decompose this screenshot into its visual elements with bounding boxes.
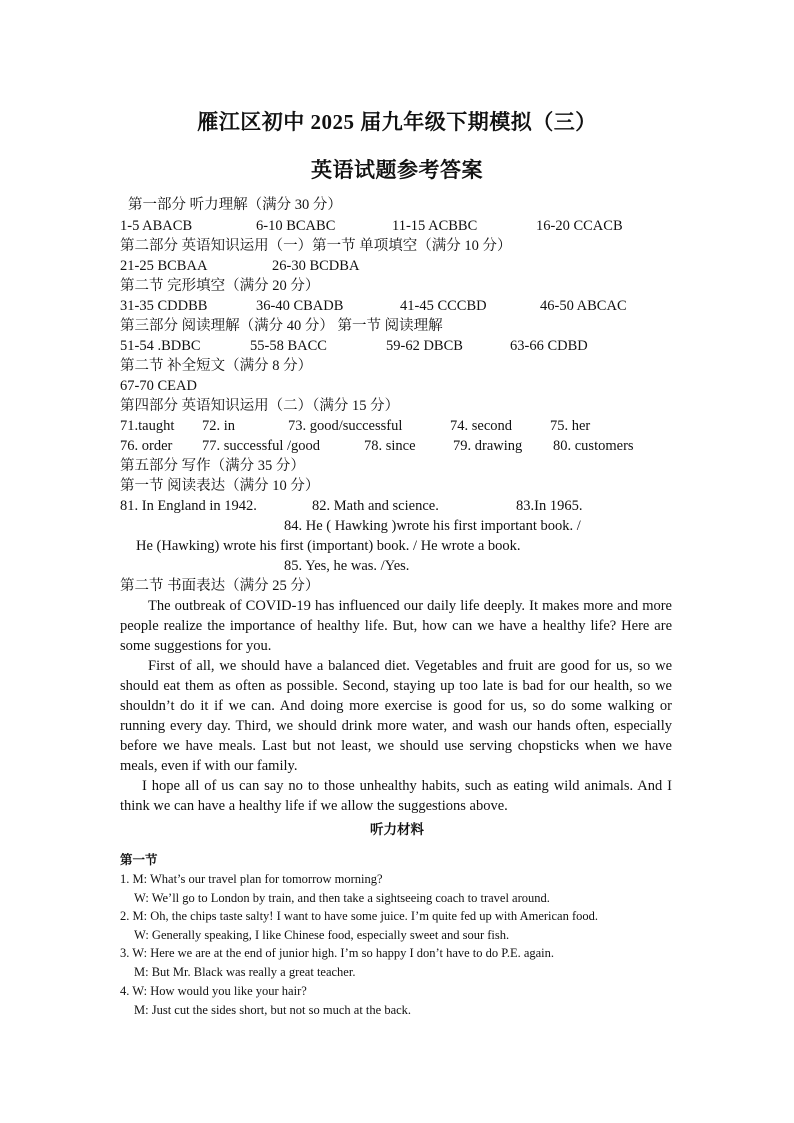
listening-line: M: Just cut the sides short, but not so much at the back. [134,1003,412,1017]
part3-answers [120,336,588,356]
answer-item: 82. Math and science. [312,498,439,514]
essay-text: I hope all of us can say no to those unhealthy habits, such as eating wild animals. And I think we can have a healthy life if we allow the suggestions above. [120,778,672,814]
listening-line: 4. W: How would you like your hair? [120,984,307,998]
part3-section2-answer: 67-70 CEAD [120,378,197,394]
essay-paragraph-1 [120,596,672,656]
answer-item: 77. successful /good [202,438,320,454]
reading-answers-81-83 [120,496,582,516]
listening-line: W: Generally speaking, I like Chinese food, especially sweet and sour fish. [134,928,510,942]
document-subtitle: 英语试题参考答案 [311,158,483,182]
part5-section2-heading: 第二节 书面表达（满分 25 分） [120,578,320,594]
answer-group: 46-50 ABCAC [540,298,627,314]
answer-item: 79. drawing [453,438,523,454]
essay-paragraph-3 [120,776,672,816]
answer-item: 83.In 1965. [516,498,583,514]
answer-group: 31-35 CDDBB [120,298,208,314]
part3-section2-heading: 第二节 补全短文（满分 8 分） [120,358,313,374]
part1-heading: 第一部分 听力理解（满分 30 分） [128,197,342,213]
part5-section1-heading: 第一节 阅读表达（满分 10 分） [120,478,320,494]
answer-group: 26-30 BCDBA [272,258,360,274]
answer-item: 73. good/successful [288,418,403,434]
answer-group: 63-66 CDBD [510,338,588,354]
part4-row1 [120,416,590,436]
part2-answers [120,256,359,276]
answer-group: 41-45 CCCBD [400,298,487,314]
listening-line: W: We’ll go to London by train, and then take a sightseeing coach to travel around. [134,891,550,905]
part2-section2-heading: 第二节 完形填空（满分 20 分） [120,278,320,294]
part2-section2-answers [120,296,627,316]
answer-group: 6-10 BCABC [256,218,336,234]
answer-item: 72. in [202,418,236,434]
answer-84-line1: 84. He ( Hawking )wrote his first important book. / [284,518,581,534]
answer-item: 76. order [120,438,173,454]
part4-row2 [120,436,634,456]
listening-line: 1. M: What’s our travel plan for tomorrow morning? [120,872,383,886]
essay-text: First of all, we should have a balanced diet. Vegetables and fruit are good for us, so we should eat them as often as possible. Second, staying up too late is bad for our health, so we shouldn’t do it if we can. And doing more exercise is good for us, so do some walking or running every day. Third, we should drink more water, and wash our hands often, especially before we have meals. Last but not least, we should use serving chopsticks when we have meals, even if with our family. [120,658,672,774]
answer-group: 55-58 BACC [250,338,327,354]
part3-heading: 第三部分 阅读理解（满分 40 分） 第一节 阅读理解 [120,318,443,334]
essay-paragraph-2 [120,656,672,776]
answer-item: 71.taught [120,418,175,434]
listening-line: M: But Mr. Black was really a great teacher. [134,965,356,979]
listening-section-label: 第一节 [120,853,158,867]
answer-85: 85. Yes, he was. /Yes. [284,558,410,574]
part2-heading: 第二部分 英语知识运用（一）第一节 单项填空（满分 10 分） [120,238,512,254]
part4-heading: 第四部分 英语知识运用（二）（满分 15 分） [120,398,400,414]
answer-group: 51-54 .BDBC [120,338,201,354]
answer-group: 21-25 BCBAA [120,258,208,274]
essay-text: The outbreak of COVID-19 has influenced our daily life deeply. It makes more and more people realize the importance of healthy life. But, how can we have a healthy life? Here are some suggestions for you. [120,598,672,654]
answer-item: 81. In England in 1942. [120,498,257,514]
answer-group: 59-62 DBCB [386,338,463,354]
answer-item: 80. customers [553,438,634,454]
listening-heading: 听力材料 [370,822,424,837]
listening-line: 3. W: Here we are at the end of junior high. I’m so happy I don’t have to do P.E. again. [120,946,555,960]
answer-group: 11-15 ACBBC [392,218,478,234]
answer-item: 75. her [550,418,591,434]
part1-answers [120,216,623,236]
answer-group: 16-20 CCACB [536,218,623,234]
answer-item: 78. since [364,438,416,454]
answer-84-line2: He (Hawking) wrote his first (important) book. / He wrote a book. [136,538,521,554]
listening-line: 2. M: Oh, the chips taste salty! I want to have some juice. I’m quite fed up with American food. [120,909,599,923]
answer-group: 1-5 ABACB [120,218,193,234]
part5-heading: 第五部分 写作（满分 35 分） [120,458,305,474]
answer-item: 74. second [450,418,513,434]
document-title: 雁江区初中 2025 届九年级下期模拟（三） [197,110,597,134]
answer-group: 36-40 CBADB [256,298,344,314]
